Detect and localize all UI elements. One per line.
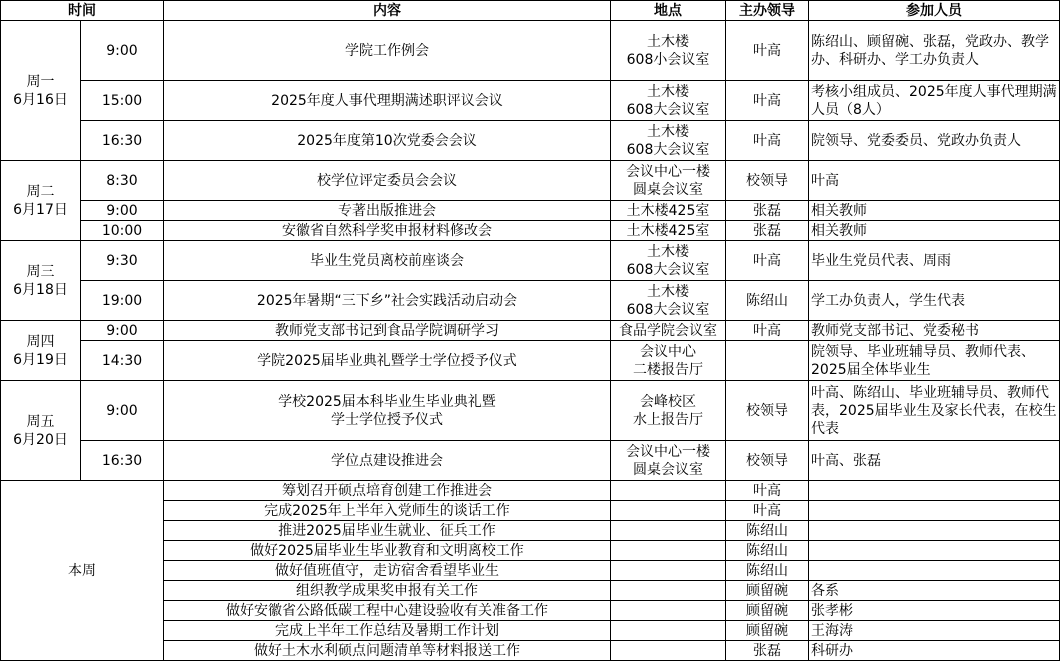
event-time: 9:00	[81, 381, 164, 441]
event-attendees: 院领导、党委委员、党政办负责人	[809, 121, 1060, 161]
task-host: 陈绍山	[726, 541, 809, 561]
event-attendees: 相关教师	[809, 221, 1060, 241]
task-attendees	[809, 501, 1060, 521]
task-place	[611, 561, 726, 581]
event-place: 土木楼425室	[611, 221, 726, 241]
task-host: 张磊	[726, 641, 809, 661]
day-name: 周一	[26, 73, 55, 90]
event-attendees: 叶高	[809, 161, 1060, 201]
event-attendees: 学工办负责人，学生代表	[809, 281, 1060, 321]
event-place: 会议中心 二楼报告厅	[611, 341, 726, 381]
event-time: 15:00	[81, 81, 164, 121]
event-place: 会议中心一楼 圆桌会议室	[611, 161, 726, 201]
task-content: 完成上半年工作总结及暑期工作计划	[164, 621, 611, 641]
event-time: 19:00	[81, 281, 164, 321]
event-time: 14:30	[81, 341, 164, 381]
task-content: 完成2025年上半年入党师生的谈话工作	[164, 501, 611, 521]
event-content: 2025年度第10次党委会会议	[164, 121, 611, 161]
table-row	[1, 221, 1060, 241]
event-host: 陈绍山	[726, 281, 809, 321]
task-attendees	[809, 561, 1060, 581]
event-host: 张磊	[726, 201, 809, 221]
event-attendees: 毕业生党员代表、周雨	[809, 241, 1060, 281]
day-cell	[1, 21, 81, 161]
day-cell	[1, 161, 81, 241]
task-place	[611, 481, 726, 501]
event-content: 教师党支部书记到食品学院调研学习	[164, 321, 611, 341]
event-attendees: 相关教师	[809, 201, 1060, 221]
task-place	[611, 621, 726, 641]
table-row	[1, 121, 1060, 161]
task-host: 顾留碗	[726, 601, 809, 621]
event-time: 9:00	[81, 321, 164, 341]
table-row	[1, 241, 1060, 281]
task-host: 叶高	[726, 501, 809, 521]
event-time: 8:30	[81, 161, 164, 201]
event-time: 16:30	[81, 121, 164, 161]
table-row	[1, 321, 1060, 341]
task-attendees: 科研办	[809, 641, 1060, 661]
task-attendees: 王海涛	[809, 621, 1060, 641]
event-place: 土木楼 608大会议室	[611, 81, 726, 121]
task-attendees: 各系	[809, 581, 1060, 601]
day-date: 6月18日	[13, 281, 68, 298]
task-attendees	[809, 521, 1060, 541]
event-host: 叶高	[726, 121, 809, 161]
task-place	[611, 601, 726, 621]
day-date: 6月19日	[13, 351, 68, 368]
day-name: 周三	[26, 263, 55, 280]
event-host: 叶高	[726, 81, 809, 121]
event-content: 2025年暑期“三下乡”社会实践活动启动会	[164, 281, 611, 321]
event-content: 安徽省自然科学奖申报材料修改会	[164, 221, 611, 241]
event-time: 9:30	[81, 241, 164, 281]
event-place: 会议中心一楼 圆桌会议室	[611, 441, 726, 481]
event-content: 学校2025届本科毕业生毕业典礼暨 学士学位授予仪式	[164, 381, 611, 441]
task-content: 筹划召开硕点培育创建工作推进会	[164, 481, 611, 501]
task-host: 叶高	[726, 481, 809, 501]
event-host	[726, 341, 809, 381]
header-time: 时间	[1, 1, 164, 21]
event-content: 2025年度人事代理期满述职评议会议	[164, 81, 611, 121]
table-row	[1, 341, 1060, 381]
event-content: 毕业生党员离校前座谈会	[164, 241, 611, 281]
task-place	[611, 521, 726, 541]
event-host: 校领导	[726, 441, 809, 481]
task-place	[611, 641, 726, 661]
table-row	[1, 201, 1060, 221]
header-host: 主办领导	[726, 1, 809, 21]
day-date: 6月17日	[13, 201, 68, 218]
event-place: 土木楼 608大会议室	[611, 241, 726, 281]
day-name: 周二	[26, 183, 55, 200]
event-attendees: 叶高、张磊	[809, 441, 1060, 481]
event-attendees: 教师党支部书记、党委秘书	[809, 321, 1060, 341]
event-host: 叶高	[726, 321, 809, 341]
task-content: 推进2025届毕业生就业、征兵工作	[164, 521, 611, 541]
task-host: 顾留碗	[726, 621, 809, 641]
day-cell	[1, 241, 81, 321]
event-attendees: 叶高、陈绍山、毕业班辅导员、教师代表，2025届毕业生及家长代表，在校生代表	[809, 381, 1060, 441]
event-attendees: 考核小组成员、2025年度人事代理期满人员（8人）	[809, 81, 1060, 121]
task-place	[611, 581, 726, 601]
task-content: 做好安徽省公路低碳工程中心建设验收有关准备工作	[164, 601, 611, 621]
task-attendees	[809, 541, 1060, 561]
week-task-row	[1, 481, 1060, 501]
event-place: 土木楼 608大会议室	[611, 281, 726, 321]
day-cell	[1, 321, 81, 381]
table-row	[1, 21, 1060, 81]
task-place	[611, 501, 726, 521]
table-row	[1, 281, 1060, 321]
day-cell	[1, 381, 81, 481]
task-host: 顾留碗	[726, 581, 809, 601]
table-row	[1, 81, 1060, 121]
day-name: 周五	[26, 413, 55, 430]
event-host: 叶高	[726, 241, 809, 281]
event-host: 叶高	[726, 21, 809, 81]
task-content: 做好值班值守，走访宿舍看望毕业生	[164, 561, 611, 581]
task-content: 组织教学成果奖申报有关工作	[164, 581, 611, 601]
task-content: 做好土木水利硕点问题清单等材料报送工作	[164, 641, 611, 661]
task-attendees: 张孝彬	[809, 601, 1060, 621]
header-place: 地点	[611, 1, 726, 21]
table-row	[1, 441, 1060, 481]
task-attendees	[809, 481, 1060, 501]
event-place: 土木楼 608大会议室	[611, 121, 726, 161]
event-place: 土木楼 608小会议室	[611, 21, 726, 81]
header-row	[1, 1, 1060, 21]
event-host: 张磊	[726, 221, 809, 241]
event-content: 学位点建设推进会	[164, 441, 611, 481]
task-content: 做好2025届毕业生毕业教育和文明离校工作	[164, 541, 611, 561]
event-content: 学院2025届毕业典礼暨学士学位授予仪式	[164, 341, 611, 381]
event-host: 校领导	[726, 381, 809, 441]
event-time: 9:00	[81, 201, 164, 221]
event-place: 会峰校区 水上报告厅	[611, 381, 726, 441]
event-content: 学院工作例会	[164, 21, 611, 81]
event-place: 食品学院会议室	[611, 321, 726, 341]
event-content: 专著出版推进会	[164, 201, 611, 221]
event-time: 9:00	[81, 21, 164, 81]
event-time: 16:30	[81, 441, 164, 481]
day-name: 周四	[26, 333, 55, 350]
day-date: 6月20日	[13, 431, 68, 448]
event-time: 10:00	[81, 221, 164, 241]
schedule-body	[1, 21, 1060, 661]
header-content: 内容	[164, 1, 611, 21]
header-attendees: 参加人员	[809, 1, 1060, 21]
task-host: 陈绍山	[726, 521, 809, 541]
week-label: 本周	[1, 481, 164, 661]
event-content: 校学位评定委员会会议	[164, 161, 611, 201]
event-attendees: 院领导、毕业班辅导员、教师代表、2025届全体毕业生	[809, 341, 1060, 381]
table-row	[1, 161, 1060, 201]
day-date: 6月16日	[13, 91, 68, 108]
task-place	[611, 541, 726, 561]
event-host: 校领导	[726, 161, 809, 201]
table-row	[1, 381, 1060, 441]
event-place: 土木楼425室	[611, 201, 726, 221]
event-attendees: 陈绍山、顾留碗、张磊，党政办、教学办、科研办、学工办负责人	[809, 21, 1060, 81]
task-host: 陈绍山	[726, 561, 809, 581]
